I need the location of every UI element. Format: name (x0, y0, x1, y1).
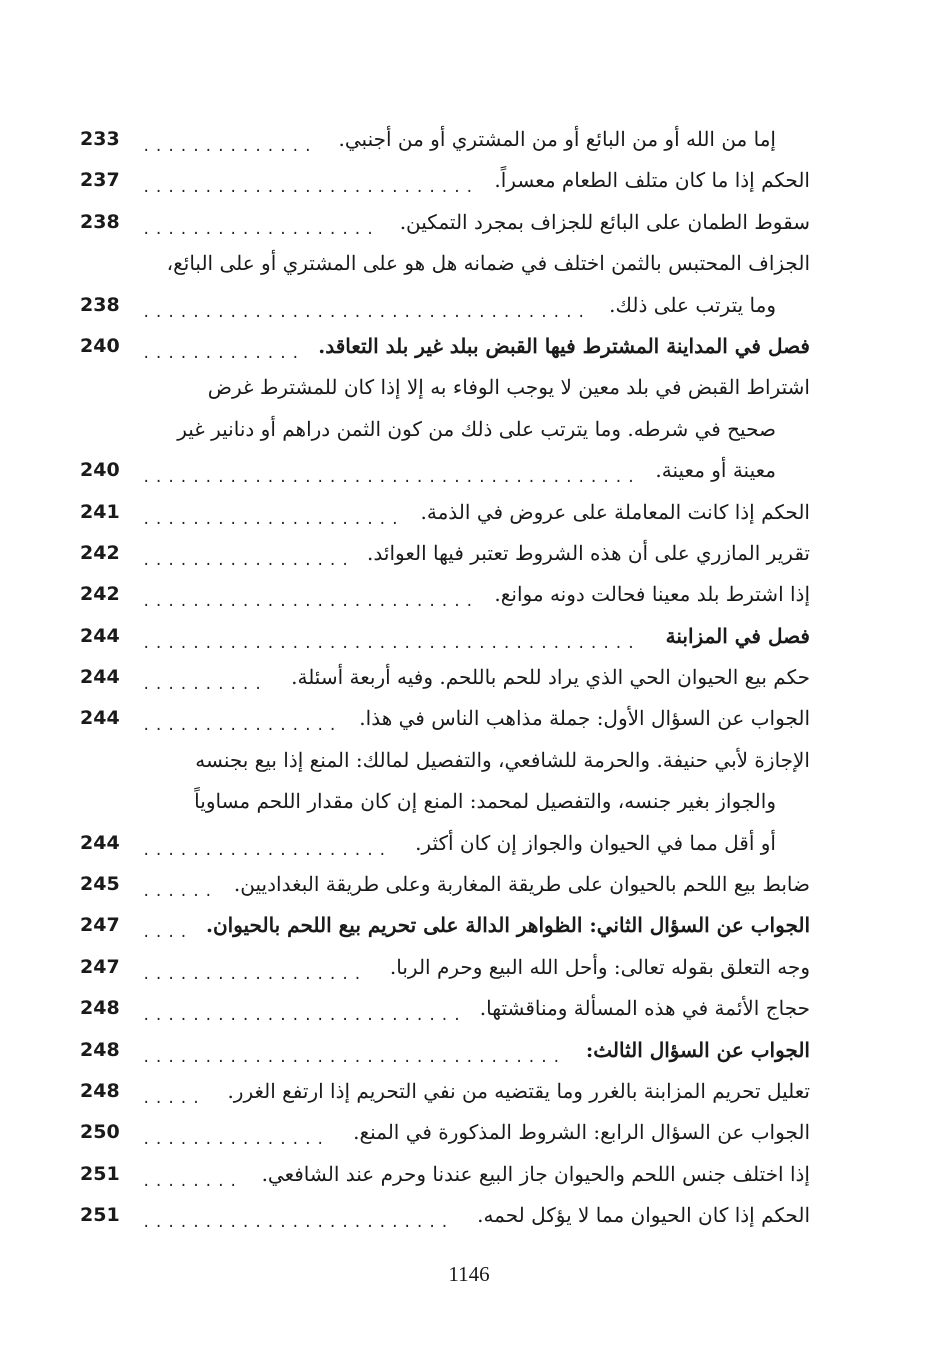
dot-leader: ......................... (142, 1215, 453, 1232)
toc-entry-page: 240 (80, 334, 120, 357)
dot-leader: ..................... (142, 511, 404, 528)
toc-entry-title: تعليل تحريم المزابنة بالغرر وما يقتضيه من نفي التحريم إذا ارتفع الغرر. (227, 1078, 810, 1103)
toc-entry-page: 244 (80, 831, 120, 854)
toc-entry-title: الحكم إذا ما كان متلف الطعام معسراً. (494, 168, 810, 193)
dot-leader: .... (142, 925, 192, 942)
toc-entry-title: الجواب عن السؤال الثاني: الظواهر الدالة على تحريم بيع اللحم بالحيوان. (205, 913, 810, 938)
toc-entry-page: 248 (80, 997, 120, 1020)
toc-entry-page: 238 (80, 293, 120, 316)
toc-entry (80, 905, 810, 946)
toc-entry-title: الحكم إذا كانت المعاملة على عروض في الذمة. (420, 499, 810, 524)
toc-entry-title: الحكم إذا كان الحيوان مما لا يؤكل لحمه. (477, 1203, 810, 1228)
toc-entry (80, 119, 810, 160)
toc-entry-page: 242 (80, 541, 120, 564)
toc-entry (80, 657, 810, 698)
toc-entry-title: الجواب عن السؤال الثالث: (585, 1037, 810, 1062)
toc-entry-title: اشتراط القبض في بلد معين لا يوجب الوفاء به إلا إذا كان للمشترط غرض (207, 375, 810, 400)
toc-entry-page: 240 (80, 459, 120, 482)
dot-leader: ................... (142, 221, 379, 238)
toc-entry (80, 409, 810, 450)
dot-leader: ................ (142, 718, 341, 735)
toc-entry-title: سقوط الطمان على البائع للجزاف بمجرد التمكين. (399, 209, 810, 234)
toc-entry-title: الجزاف المحتبس بالثمن اختلف في ضمانه هل هو على المشتري أو على البائع، (166, 251, 810, 276)
toc-entry (80, 285, 810, 326)
toc-entry-page: 242 (80, 583, 120, 606)
toc-entry-page: 237 (80, 169, 120, 192)
toc-entry (80, 367, 810, 408)
toc-entry-page: 238 (80, 210, 120, 233)
toc-entry-title: الجواب عن السؤال الرابع: الشروط المذكورة في المنع. (353, 1120, 810, 1145)
toc-entry-title: الجواب عن السؤال الأول: جملة مذاهب الناس في هذا. (359, 706, 810, 731)
toc-entry-title: إذا اختلف جنس اللحم والحيوان جاز البيع عندنا وحرم عند الشافعي. (261, 1161, 810, 1186)
toc-entry-title: فصل في المداينة المشترط فيها القبض ببلد غير بلد التعاقد. (318, 333, 810, 358)
toc-entry-title: إما من الله أو من البائع أو من المشتري أو من أجنبي. (338, 127, 776, 151)
toc-entry-title: والجواز بغير جنسه، والتفصيل لمحمد: المنع إن كان مقدار اللحم مساوياً (194, 789, 776, 814)
toc-entry-title: ضابط بيع اللحم بالحيوان على طريقة المغاربة وعلى طريقة البغداديين. (233, 872, 810, 897)
dot-leader: ............... (142, 1132, 329, 1149)
dot-leader: .......................... (142, 1008, 466, 1025)
toc-entry-page: 244 (80, 666, 120, 689)
dot-leader: ...... (142, 884, 217, 901)
dot-leader: .................... (142, 842, 391, 859)
toc-entry (80, 740, 810, 781)
toc-entry (80, 616, 810, 657)
dot-leader: ..... (142, 1090, 205, 1107)
toc-entry-title: حجاج الأئمة في هذه المسألة ومناقشتها. (479, 996, 810, 1021)
toc-entry-title: إذا اشترط بلد معينا فحالت دونه موانع. (494, 582, 810, 607)
toc-entry-page: 233 (80, 128, 120, 150)
toc-entry-page: 244 (80, 707, 120, 730)
toc-entry-title: تقرير المازري على أن هذه الشروط تعتبر فيها العوائد. (367, 540, 810, 565)
toc-entry-page: 244 (80, 624, 120, 647)
toc-entry (80, 160, 810, 201)
toc-entry-title: فصل في المزابنة (665, 623, 810, 648)
toc-entry-page: 248 (80, 1038, 120, 1061)
toc-entry-title: وجه التعلق بقوله تعالى: وأحل الله البيع وحرم الربا. (389, 954, 810, 979)
toc-entry (80, 326, 810, 367)
toc-entry-title: وما يترتب على ذلك. (609, 292, 776, 317)
toc-entry (80, 1030, 810, 1071)
toc-entry-page: 248 (80, 1079, 120, 1102)
toc-entry-page: 251 (80, 1204, 120, 1227)
toc-entry (80, 1154, 810, 1195)
toc-entry-title: صحيح في شرطه. وما يترتب على ذلك من كون الثمن دراهم أو دنانير غير (177, 416, 776, 441)
toc-entry (80, 988, 810, 1029)
toc-entry (80, 1071, 810, 1112)
toc-entry-title: معينة أو معينة. (655, 458, 776, 483)
toc-entry-title: أو أقل مما في الحيوان والجواز إن كان أكثر. (415, 830, 776, 855)
toc-entry (80, 533, 810, 574)
dot-leader: ................. (142, 552, 354, 569)
dot-leader: ............. (142, 345, 304, 362)
toc-entry (80, 243, 810, 284)
toc-entry (80, 781, 810, 822)
page-number: 1146 (448, 1262, 490, 1286)
toc-entry (80, 202, 810, 243)
dot-leader: .......... (142, 677, 267, 694)
toc-entry-page: 250 (80, 1121, 120, 1144)
dot-leader: ........................... (142, 180, 478, 197)
toc-entry (80, 823, 810, 864)
toc-entry-page: 247 (80, 914, 120, 937)
toc-entry-page: 251 (80, 1162, 120, 1185)
dot-leader: ........................... (142, 594, 478, 611)
dot-leader: .................. (142, 966, 366, 983)
dot-leader: ........ (142, 1173, 242, 1190)
toc-entry (80, 1195, 810, 1236)
dot-leader: ........................................ (142, 635, 640, 652)
dot-leader: ........................................ (142, 470, 640, 487)
toc-entry-page: 241 (80, 500, 120, 523)
toc-entry-page: 247 (80, 955, 120, 978)
toc-entry (80, 864, 810, 905)
toc-entry-title: الإجازة لأبي حنيفة. والحرمة للشافعي، والتفصيل لمالك: المنع إذا بيع بجنسه (195, 747, 810, 772)
toc-entry-page: 245 (80, 873, 120, 896)
toc-entry (80, 698, 810, 739)
toc-entry (80, 574, 810, 615)
toc-entry (80, 947, 810, 988)
toc-entry (80, 450, 810, 491)
dot-leader: .................................. (142, 1049, 565, 1066)
toc-entry (80, 1112, 810, 1153)
dot-leader: .................................... (142, 304, 590, 321)
table-of-contents (80, 119, 810, 1237)
toc-entry (80, 492, 810, 533)
dot-leader: .............. (142, 139, 317, 155)
toc-entry-title: حكم بيع الحيوان الحي الذي يراد للحم باللحم. وفيه أربعة أسئلة. (291, 665, 810, 690)
